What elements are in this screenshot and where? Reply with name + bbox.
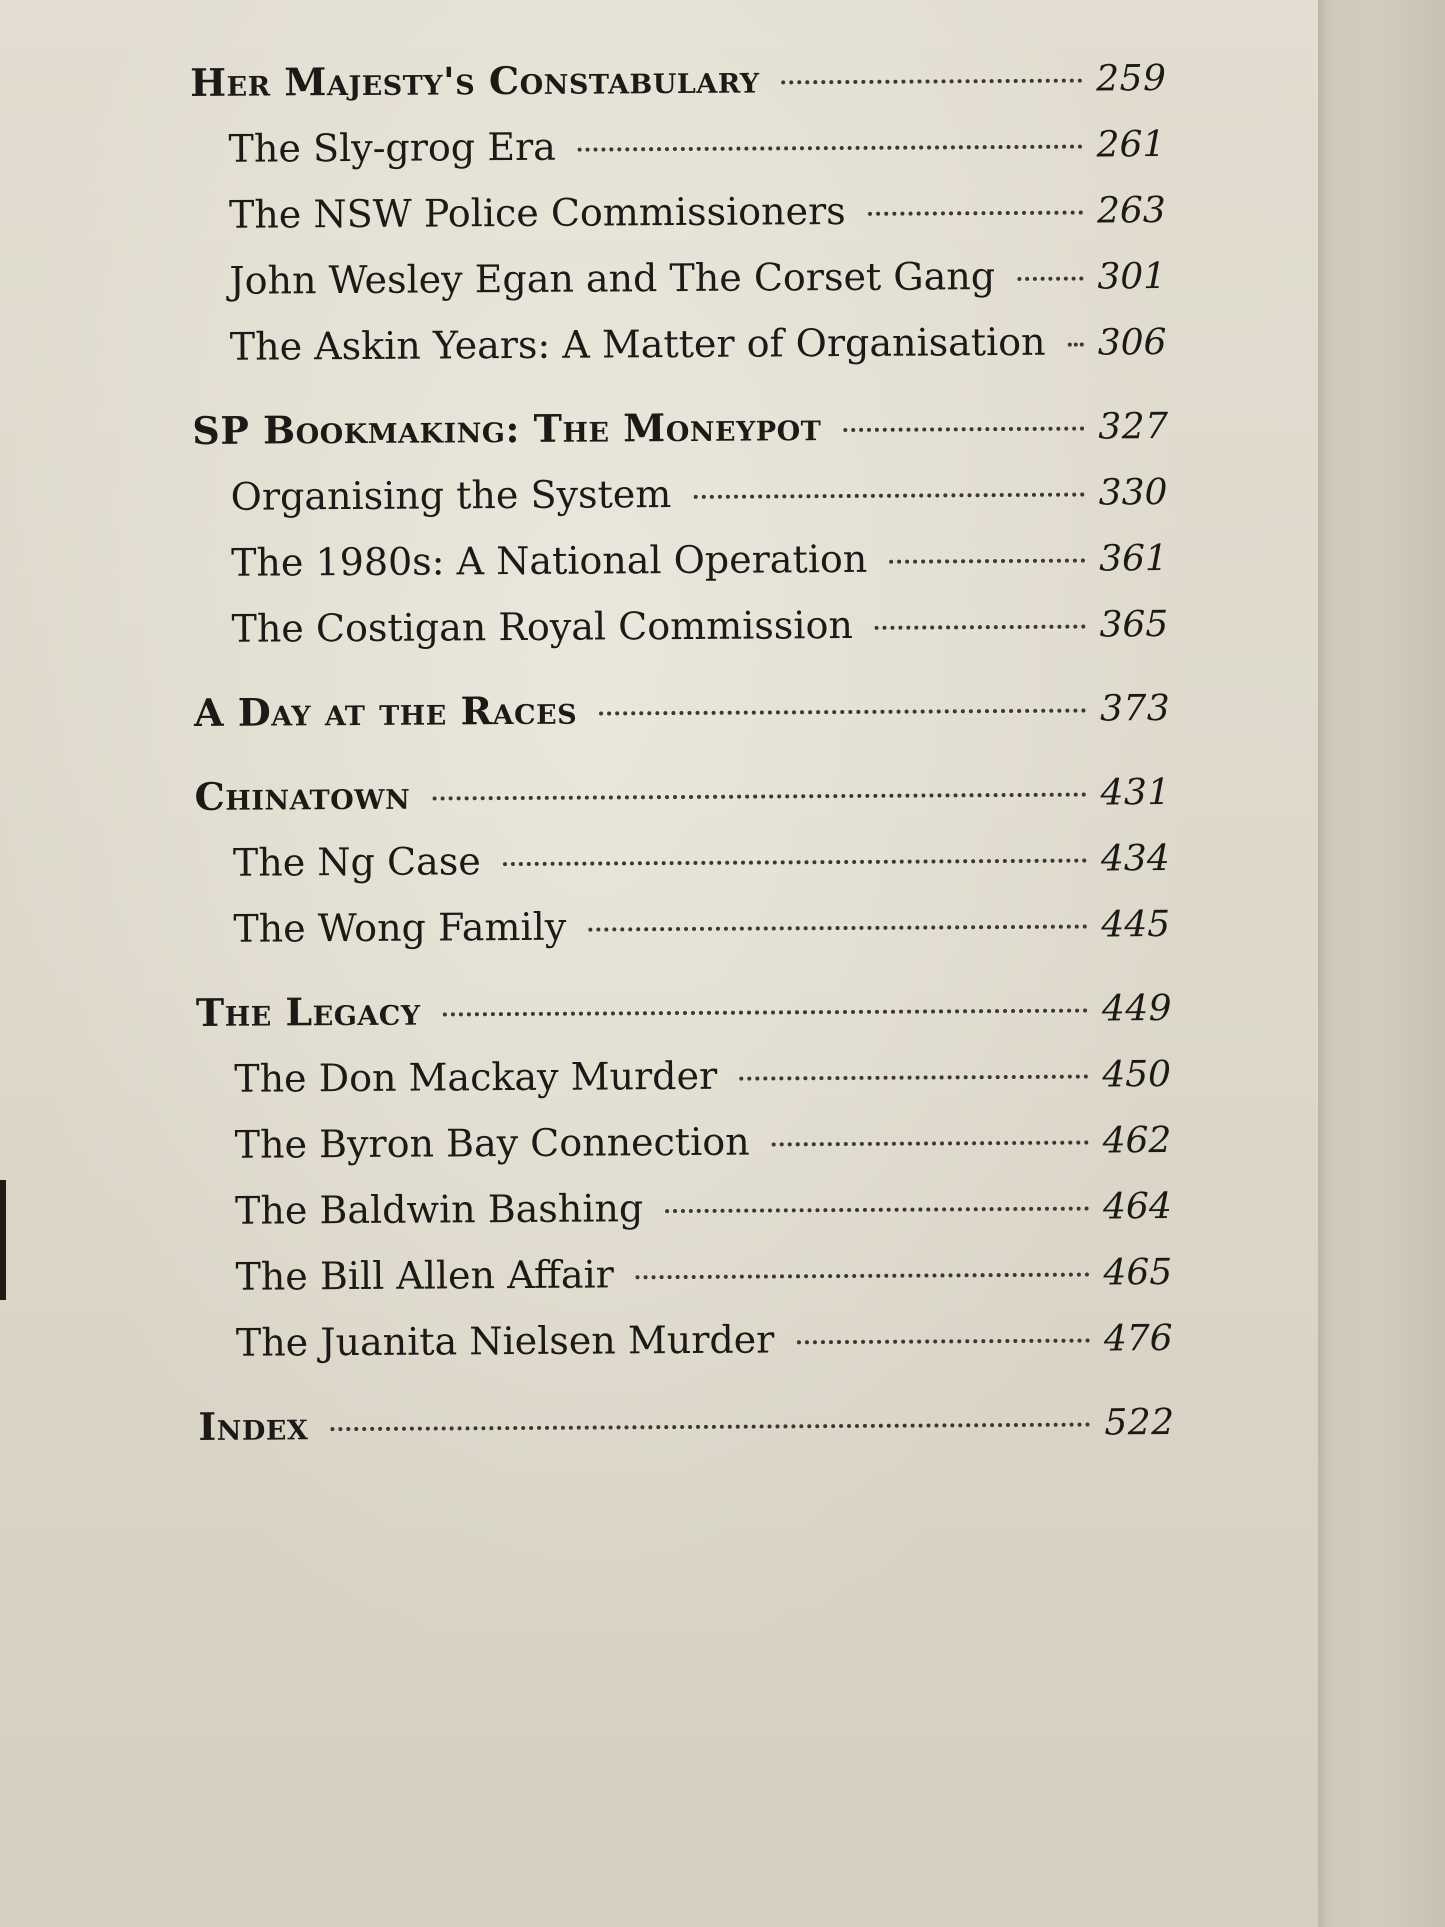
toc-subentry <box>196 1040 1172 1112</box>
toc-subentry <box>191 242 1167 314</box>
toc-page-number: 261 <box>1096 124 1166 166</box>
dot-leader <box>330 1423 1090 1432</box>
toc-section-entry <box>198 1388 1175 1460</box>
binding-shadow <box>0 1180 6 1300</box>
toc-section-entry <box>190 44 1167 116</box>
dot-leader <box>665 1207 1089 1214</box>
toc-subentry <box>193 458 1168 530</box>
toc-page-number: 462 <box>1102 1120 1172 1162</box>
toc-page-number: 365 <box>1099 604 1169 646</box>
toc-subentry <box>190 110 1166 182</box>
toc-section-title: The Legacy <box>195 988 421 1035</box>
dot-leader <box>739 1075 1088 1081</box>
toc-subentry-title: The Sly-grog Era <box>228 124 556 171</box>
dot-leader <box>782 79 1083 85</box>
toc-page-number: 263 <box>1096 190 1166 232</box>
toc-subentry-title: The NSW Police Commissioners <box>228 188 846 237</box>
toc-page-number: 431 <box>1100 772 1171 814</box>
dot-leader <box>636 1273 1090 1280</box>
toc-page-number: 259 <box>1096 58 1167 100</box>
toc-subentry <box>193 524 1168 596</box>
toc-page-number: 361 <box>1099 538 1168 580</box>
dot-leader <box>1017 277 1083 281</box>
dot-leader <box>693 493 1084 499</box>
toc-subentry-title: The Bill Allen Affair <box>235 1252 615 1299</box>
dot-leader <box>588 925 1087 932</box>
dot-leader <box>599 709 1086 716</box>
toc-subentry <box>192 308 1167 380</box>
toc-subentry-title: The Baldwin Bashing <box>234 1186 644 1233</box>
toc-subentry-title: The Costigan Royal Commission <box>231 602 853 651</box>
toc-section-entry <box>192 392 1169 464</box>
toc-subentry-title: The Ng Case <box>232 839 481 885</box>
table-of-contents <box>190 44 1175 1460</box>
dot-leader <box>578 145 1083 152</box>
toc-subentry <box>198 1304 1173 1376</box>
toc-subentry-title: Organising the System <box>230 472 672 519</box>
toc-subentry <box>197 1172 1172 1244</box>
toc-page-number: 445 <box>1101 904 1171 946</box>
toc-subentry <box>196 1106 1172 1178</box>
toc-section-title: Chinatown <box>194 772 411 819</box>
toc-page-number: 301 <box>1097 256 1167 298</box>
toc-page-number: 330 <box>1098 472 1168 514</box>
toc-subentry-title: The 1980s: A National Operation <box>230 536 868 585</box>
dot-leader <box>843 427 1084 432</box>
toc-section-title: SP Bookmaking: The Moneypot <box>192 404 822 453</box>
toc-page-number: 327 <box>1098 406 1169 448</box>
dot-leader <box>889 559 1085 564</box>
toc-section-title: A Day at the Races <box>193 687 578 735</box>
toc-subentry-title: The Askin Years: A Matter of Organisation <box>229 319 1046 369</box>
toc-subentry-title: The Juanita Nielsen Murder <box>235 1317 775 1365</box>
dot-leader <box>443 1009 1088 1017</box>
toc-subentry <box>193 590 1169 662</box>
toc-section-title: Her Majesty's Constabulary <box>190 56 760 105</box>
toc-subentry <box>191 176 1166 248</box>
adjacent-page-edge <box>1318 0 1445 1927</box>
toc-page-number: 450 <box>1102 1054 1172 1096</box>
toc-section-entry <box>194 758 1171 830</box>
toc-subentry <box>195 890 1171 962</box>
toc-subentry-title: The Byron Bay Connection <box>234 1119 750 1167</box>
toc-page-number: 476 <box>1103 1318 1173 1360</box>
dot-leader <box>868 211 1083 216</box>
dot-leader <box>1068 343 1084 347</box>
toc-section-title: Index <box>198 1403 309 1449</box>
toc-section-entry <box>195 974 1173 1046</box>
toc-section-entry <box>193 674 1171 746</box>
toc-page-number: 373 <box>1099 688 1171 730</box>
toc-subentry-title: The Wong Family <box>233 904 567 951</box>
toc-subentry-title: The Don Mackay Murder <box>234 1053 718 1101</box>
dot-leader <box>772 1141 1089 1147</box>
dot-leader <box>796 1339 1090 1345</box>
toc-subentry-title: John Wesley Egan and The Corset Gang <box>229 254 996 303</box>
toc-page-number: 522 <box>1104 1402 1175 1444</box>
toc-page-number: 465 <box>1103 1252 1173 1294</box>
dot-leader <box>875 625 1086 630</box>
toc-page-number: 434 <box>1100 838 1170 880</box>
dot-leader <box>432 793 1086 801</box>
dot-leader <box>503 859 1087 867</box>
toc-page-number: 306 <box>1097 322 1167 364</box>
toc-subentry <box>195 824 1170 896</box>
toc-subentry <box>197 1238 1173 1310</box>
toc-page-number: 449 <box>1101 988 1173 1030</box>
toc-page-number: 464 <box>1102 1186 1172 1228</box>
